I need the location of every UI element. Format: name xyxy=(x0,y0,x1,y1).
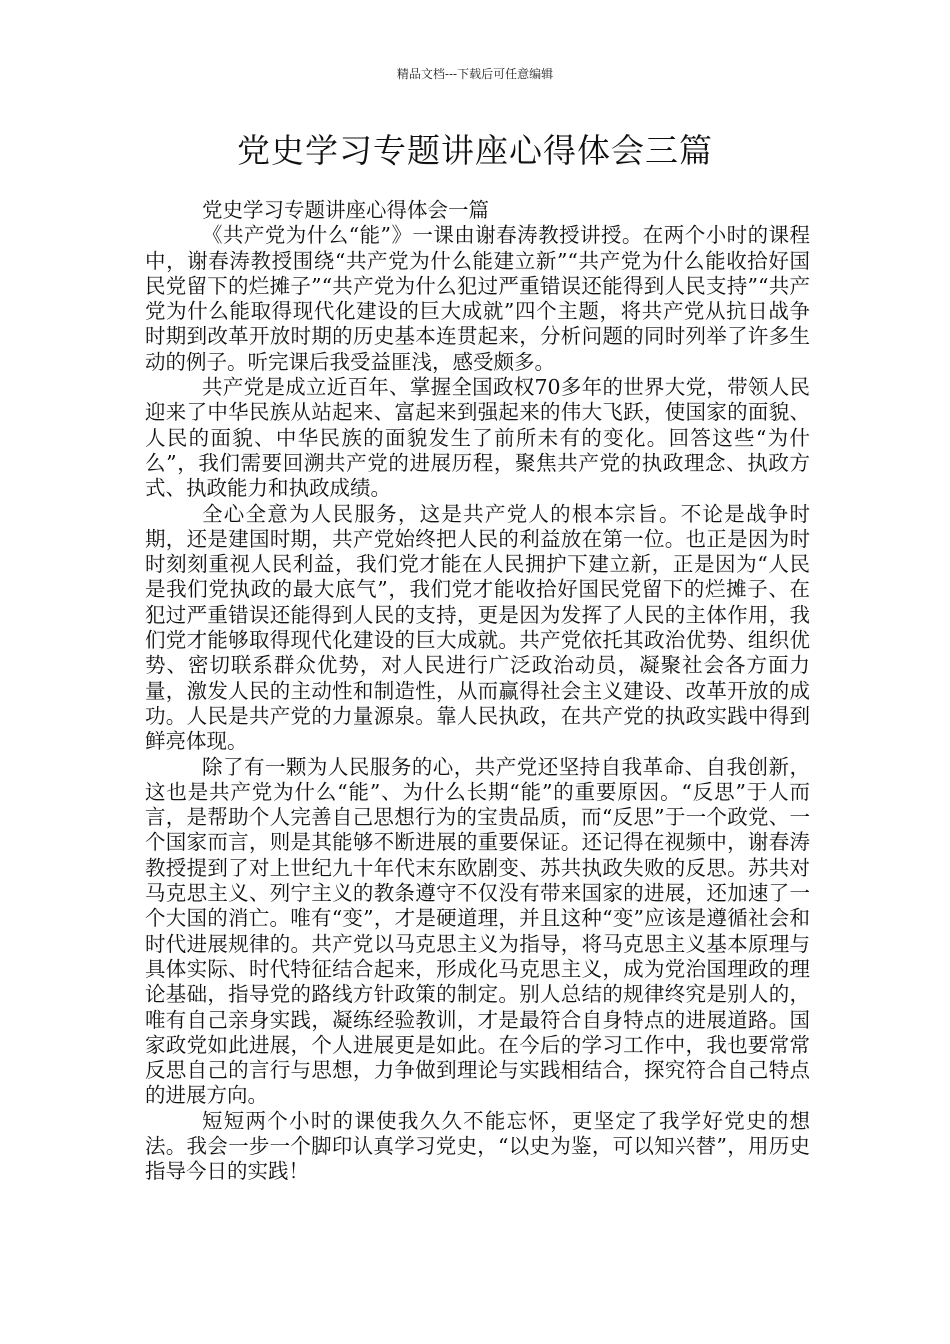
section-title: 党史学习专题讲座心得体会一篇 xyxy=(202,198,489,222)
document-body xyxy=(145,198,810,1185)
paragraph-3: 全心全意为人民服务，这是共产党人的根本宗旨。不论是战争时期，还是建国时期，共产党始终把人民的利益放在第一位。也正是因为时时刻刻重视人民利益，我们党才能在人民拥护下建立新，正是因为“人民是我们党执政的最大底气”，我们党才能收拾好国民党留下的烂摊子、在犯过严重错误还能得到人民的支持，更是因为发挥了人民的主体作用，我们党才能够取得现代化建设的巨大成就。共产党依托其政治优势、组织优势、密切联系群众优势，对人民进行广泛政治动员，凝聚社会各方面力量，激发人民的主动性和制造性，从而赢得社会主义建设、改革开放的成功。人民是共产党的力量源泉。靠人民执政，在共产党的执政实践中得到鲜亮体现。 xyxy=(145,501,810,754)
paragraph-4: 除了有一颗为人民服务的心，共产党还坚持自我革命、自我创新，这也是共产党为什么“能”、为什么长期“能”的重要原因。“反思”于人而言，是帮助个人完善自己思想行为的宝贵品质，而“反思”于一个政党、一个国家而言，则是其能够不断进展的重要保证。还记得在视频中，谢春涛教授提到了对上世纪九十年代末东欧剧变、苏共执政失败的反思。苏共对马克思主义、列宁主义的教条遵守不仅没有带来国家的进展，还加速了一个大国的消亡。唯有“变”，才是硬道理，并且这种“变”应该是遵循社会和时代进展规律的。共产党以马克思主义为指导，将马克思主义基本原理与具体实际、时代特征结合起来，形成化马克思主义，成为党治国理政的理论基础，指导党的路线方针政策的制定。别人总结的规律终究是别人的，唯有自己亲身实践，凝练经验教训，才是最符合自身特点的进展道路。国家政党如此进展，个人进展更是如此。在今后的学习工作中，我也要常常反思自己的言行与思想，力争做到理论与实践相结合，探究符合自己特点的进展方向。 xyxy=(145,754,810,1108)
paragraph-1: 《共产党为什么“能”》一课由谢春涛教授讲授。在两个小时的课程中，谢春涛教授围绕“共产党为什么能建立新”“共产党为什么能收拾好国民党留下的烂摊子”“共产党为什么犯过严重错误还能得到人民支持”“共产党为什么能取得现代化建设的巨大成就”四个主题，将共产党从抗日战争时期到改革开放时期的历史基本连贯起来，分析问题的同时列举了许多生动的例子。听完课后我受益匪浅，感受颇多。 xyxy=(145,223,810,374)
paragraph-5: 短短两个小时的课使我久久不能忘怀，更坚定了我学好党史的想法。我会一步一个脚印认真学习党史，“以史为鉴，可以知兴替”，用历史指导今日的实践！ xyxy=(145,1108,810,1184)
document-title: 党史学习专题讲座心得体会三篇 xyxy=(237,131,713,170)
paragraph-2: 共产党是成立近百年、掌握全国政权70多年的世界大党，带领人民迎来了中华民族从站起来、富起来到强起来的伟大飞跃，使国家的面貌、人民的面貌、中华民族的面貌发生了前所未有的变化。回答这些“为什么”，我们需要回溯共产党的进展历程，聚焦共产党的执政理念、执政方式、执政能力和执政成绩。 xyxy=(145,375,810,501)
header-note: 精品文档---下载后可任意编辑 xyxy=(396,67,554,81)
